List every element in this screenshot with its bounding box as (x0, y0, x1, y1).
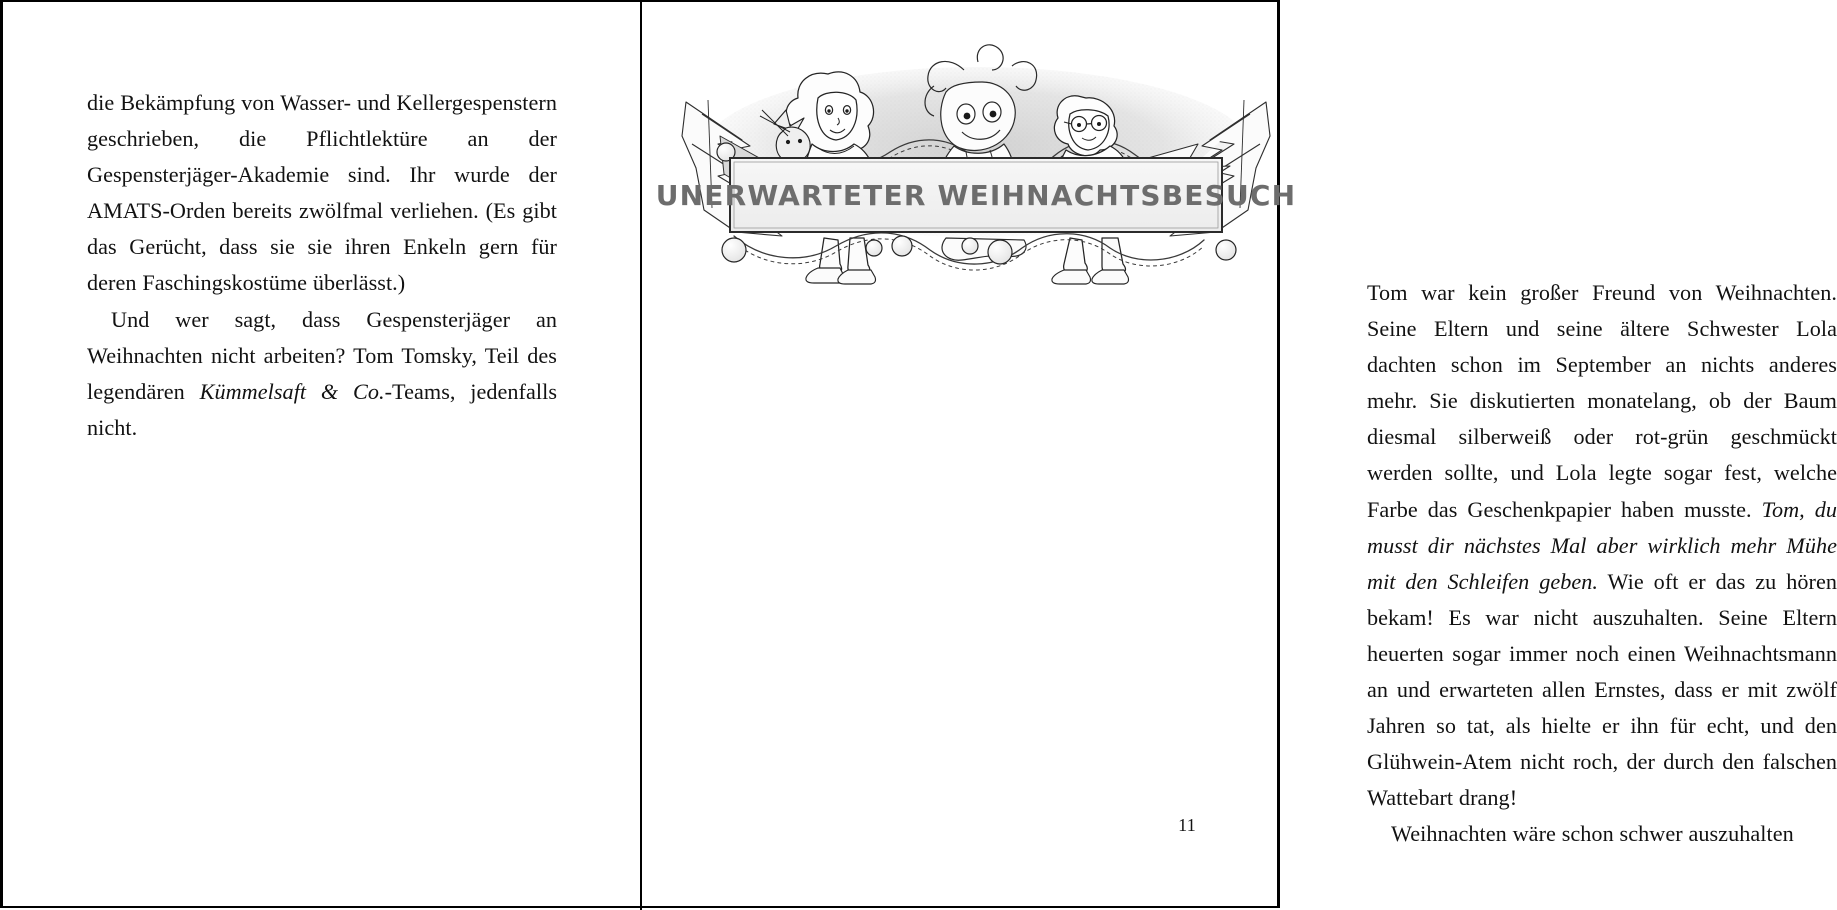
text-run: Tom war kein großer Freund von Weihnachten. Seine Eltern und seine ältere Schwester Lola dachten schon im September an nichts anderes mehr. Sie diskutierten monatelang, ob der Baum diesmal silberweiß oder rot-grün geschmückt werden sollte, und Lola legte sogar fest, welche Farbe das Geschenkpapier haben musste. (1367, 280, 1837, 522)
paragraph: Weihnachten wäre schon schwer auszuhalten (1391, 821, 1794, 847)
page-number: 11 (1178, 815, 1196, 835)
shoes (806, 268, 1129, 284)
right-page (642, 2, 1837, 910)
left-page (3, 2, 640, 910)
text-run: -Teams, jedenfalls nicht. (87, 378, 558, 440)
italic-quote: Tom, du musst dir nächstes Mal aber wirklich mehr Mühe mit den Schleifen geben. (1367, 496, 1837, 594)
paragraph (1367, 275, 1837, 816)
chapter-header-illustration (655, 40, 1297, 258)
paragraph: die Bekämpfung von Wasser- und Kellergespenstern geschrieben, die Pflichtlektüre an der Gespensterjäger-Akademie sind. Ihr wurde der AMATS-Orden bereits zwölfmal verliehen. (Es gibt das Gerücht, dass sie sie ihren Enkeln gern für deren Faschingskostüme überlässt.) (87, 90, 557, 296)
italic-title: Kümmelsaft & Co. (199, 378, 385, 404)
chapter-title: UNERWARTETER WEIHNACHTSBESUCH (655, 179, 1297, 212)
right-page-text-block (1367, 275, 1837, 853)
text-run: Und wer sagt, dass Gespensterjäger an Weihnachten nicht arbeiten? Tom Tomsky, Teil des legendären (87, 306, 557, 404)
text-run: Wie oft er das zu hören bekam! Es war nicht auszuhalten. Seine Eltern heuerten sogar immer noch einen Weihnachtsmann an und erwarteten allen Ernstes, dass er mit zwölf Jahren so tat, als hielte er ihn für echt, und den Glühwein-Atem nicht roch, der durch den falschen Wattebart drang! (1367, 568, 1837, 811)
left-page-text-block (87, 85, 557, 446)
paragraph (87, 302, 557, 446)
